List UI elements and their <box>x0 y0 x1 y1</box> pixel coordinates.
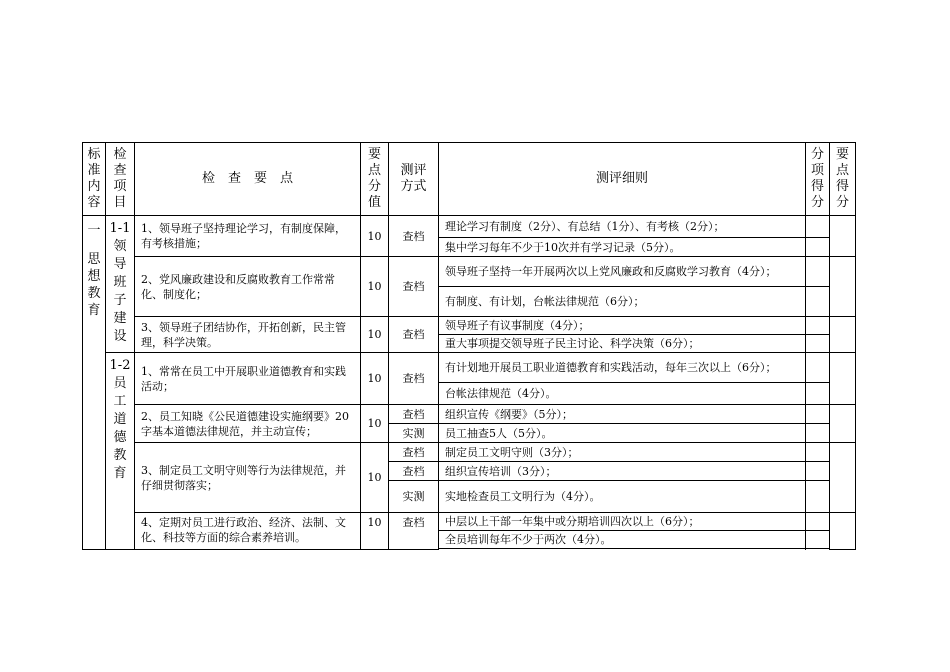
sub-score-cell <box>806 405 830 424</box>
point-value: 10 <box>361 443 389 513</box>
header-value: 要点分值 <box>361 143 389 216</box>
sub-score-cell <box>806 287 830 317</box>
method-cell: 查档 <box>389 405 439 424</box>
table-row <box>83 257 856 287</box>
method-cell: 查档 <box>389 216 439 257</box>
point-text: 1、常常在员工中开展职业道德教育和实践活动； <box>135 353 361 405</box>
sub-score-cell <box>806 317 830 335</box>
item-cell-1-2 <box>106 353 135 550</box>
sub-score-cell <box>806 335 830 353</box>
detail-text: 组织宣传培训（3分）； <box>439 462 806 481</box>
sub-score-cell <box>806 383 830 405</box>
point-score-cell <box>830 257 856 317</box>
table-row <box>83 443 856 462</box>
point-value: 10 <box>361 317 389 353</box>
method-cell: 查档 <box>389 462 439 481</box>
detail-text: 中层以上干部一年集中或分期培训四次以上（6分）； <box>439 513 806 531</box>
item-cell-1-1 <box>106 216 135 353</box>
point-value: 10 <box>361 216 389 257</box>
sub-score-cell <box>806 216 830 238</box>
point-text: 3、制定员工文明守则等行为法律规范，并仔细贯彻落实； <box>135 443 361 513</box>
method-cell: 查档 <box>389 443 439 462</box>
method-cell: 查档 <box>389 353 439 405</box>
header-point-score: 要点得分 <box>830 143 856 216</box>
evaluation-table <box>82 142 856 550</box>
detail-text: 有计划地开展员工职业道德教育和实践活动，每年三次以上（6分）； <box>439 353 806 383</box>
detail-text: 组织宣传《纲要》（5分）； <box>439 405 806 424</box>
table-row <box>83 216 856 238</box>
header-sub-score: 分项得分 <box>806 143 830 216</box>
point-text: 1、领导班子坚持理论学习，有制度保障，有考核措施； <box>135 216 361 257</box>
item-name: 领导班子建设 <box>113 239 127 344</box>
method-cell: 实测 <box>389 424 439 443</box>
point-text: 4、定期对员工进行政治、经济、法制、文化、科技等方面的综合素养培训。 <box>135 513 361 550</box>
table-row <box>83 405 856 424</box>
sub-score-cell <box>806 238 830 257</box>
sub-score-cell <box>806 549 830 550</box>
sub-score-cell <box>806 462 830 481</box>
method-cell: 查档 <box>389 257 439 317</box>
point-text: 3、领导班子团结协作，开拓创新，民主管理，科学决策。 <box>135 317 361 353</box>
point-score-cell <box>830 317 856 353</box>
point-value: 10 <box>361 513 389 550</box>
point-score-cell <box>830 443 856 513</box>
method-cell: 查档 <box>389 317 439 353</box>
item-code: 1-2 <box>109 358 131 373</box>
table-row <box>83 513 856 531</box>
detail-text: 制定员工文明守则（3分）； <box>439 443 806 462</box>
sub-score-cell <box>806 443 830 462</box>
header-detail: 测评细则 <box>439 143 806 216</box>
detail-text: 员工抽查5人（5分）。 <box>439 424 806 443</box>
detail-empty <box>439 549 806 550</box>
point-value: 10 <box>361 405 389 443</box>
header-item: 检查项目 <box>106 143 135 216</box>
sub-score-cell <box>806 424 830 443</box>
sub-score-cell <box>806 481 830 513</box>
table-row <box>83 353 856 383</box>
point-value: 10 <box>361 257 389 317</box>
sub-score-cell <box>806 353 830 383</box>
sub-score-cell <box>806 531 830 549</box>
header-points: 检 查 要 点 <box>135 143 361 216</box>
detail-text: 有制度、有计划，台帐法律规范（6分）； <box>439 287 806 317</box>
detail-text: 集中学习每年不少于10次并有学习记录（5分）。 <box>439 238 806 257</box>
detail-text: 领导班子有议事制度（4分）； <box>439 317 806 335</box>
method-cell: 实测 <box>389 481 439 513</box>
category-name: 思想教育 <box>87 252 101 318</box>
sub-score-cell <box>806 257 830 287</box>
point-score-cell <box>830 216 856 257</box>
header-standard: 标准内容 <box>83 143 106 216</box>
item-code: 1-1 <box>109 221 131 236</box>
category-number: 一 <box>87 223 101 238</box>
item-name: 员工道德教育 <box>113 376 127 481</box>
point-score-cell <box>830 513 856 550</box>
header-method: 测评方式 <box>389 143 439 216</box>
detail-text: 领导班子坚持一年开展两次以上党风廉政和反腐败学习教育（4分）； <box>439 257 806 287</box>
method-cell: 查档 <box>389 513 439 550</box>
detail-text: 实地检查员工文明行为（4分）。 <box>439 481 806 513</box>
header-row <box>83 143 856 216</box>
detail-text: 台帐法律规范（4分）。 <box>439 383 806 405</box>
detail-text: 全员培训每年不少于两次（4分）。 <box>439 531 806 549</box>
point-text: 2、员工知晓《公民道德建设实施纲要》20字基本道德法律规范，并主动宣传； <box>135 405 361 443</box>
category-cell <box>83 216 106 550</box>
detail-text: 重大事项提交领导班子民主讨论、科学决策（6分）； <box>439 335 806 353</box>
point-text: 2、党风廉政建设和反腐败教育工作常常化、制度化； <box>135 257 361 317</box>
sub-score-cell <box>806 513 830 531</box>
point-value: 10 <box>361 353 389 405</box>
point-score-cell <box>830 405 856 443</box>
table-row <box>83 317 856 335</box>
detail-text: 理论学习有制度（2分）、有总结（1分）、有考核（2分）； <box>439 216 806 238</box>
point-score-cell <box>830 353 856 405</box>
